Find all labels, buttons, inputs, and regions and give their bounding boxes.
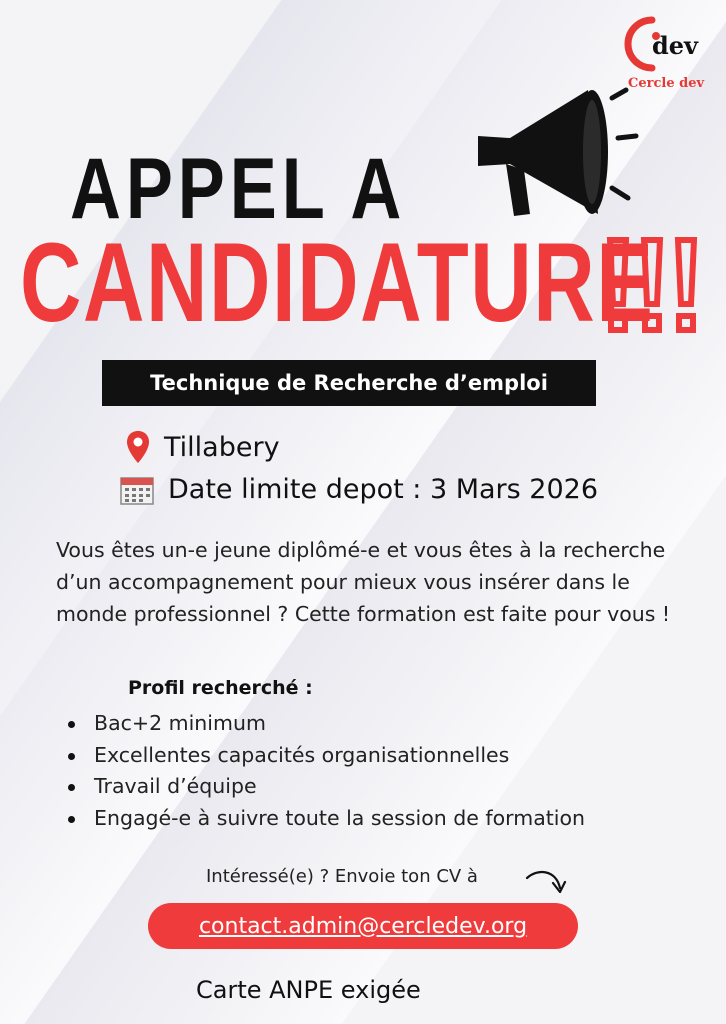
calendar-icon: [120, 475, 154, 505]
email-address[interactable]: contact.admin@cercledev.org: [198, 913, 528, 939]
heading-line-2: CANDIDATURE: [20, 220, 655, 345]
intro-paragraph: Vous êtes un-e jeune diplômé-e et vous êtes à la recherche d’un accompagnement pour mieux vous insérer dans le monde professionnel ? Cette formation est faite pour vous !: [56, 538, 671, 626]
cta-text: Intéressé(e) ? Envoie ton CV à: [206, 866, 478, 887]
deadline-row: [120, 474, 598, 505]
logo-name: Cercle dev: [628, 76, 705, 91]
list-item: Excellentes capacités organisationnelles: [64, 740, 585, 772]
location-pin-icon: [126, 430, 150, 464]
megaphone-icon: [470, 78, 640, 218]
logo-mark-text: dev: [652, 31, 698, 60]
curved-arrow-icon: [524, 866, 568, 900]
exclamation-marks-icon: [604, 236, 704, 336]
email-link[interactable]: [148, 903, 578, 949]
deadline-text: Date limite depot : 3 Mars 2026: [168, 474, 599, 505]
list-item: Bac+2 minimum: [64, 708, 585, 740]
anpe-card-note: Carte ANPE exigée: [196, 976, 421, 1004]
location-row: [126, 430, 280, 464]
heading-line-1: APPEL A: [70, 141, 407, 237]
course-banner: [102, 360, 596, 406]
list-item: Engagé-e à suivre toute la session de formation: [64, 803, 585, 835]
requirements-list: [64, 708, 585, 834]
logo-icon: [618, 14, 718, 78]
location-text: Tillabery: [164, 431, 280, 463]
list-item: Travail d’équipe: [64, 771, 585, 803]
course-title: Technique de Recherche d’emploi: [150, 371, 548, 395]
profile-title: Profil recherché :: [128, 677, 313, 699]
